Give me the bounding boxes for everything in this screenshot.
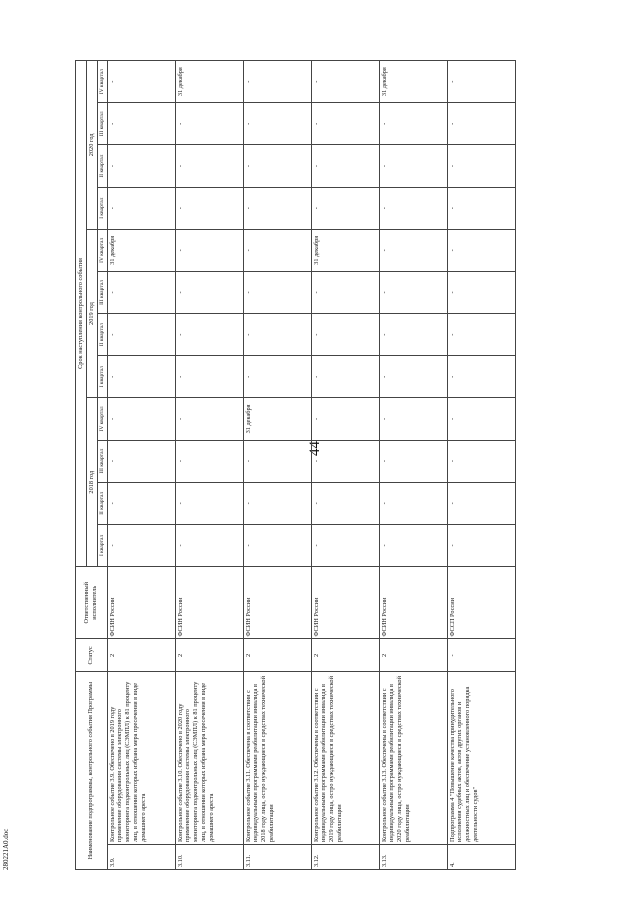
quarter-cell: -: [447, 314, 515, 356]
quarter-cell: -: [447, 482, 515, 524]
row-name: Контрольное событие 3.10. Обеспечено в 2020 году применение оборудования системы электронного мониторинга подконтрольных лиц (СЭМПЛ) к 81 проценту лиц, в отношении которых избрана мера пресечения в виде домашнего ареста: [175, 672, 243, 845]
quarter-cell: -: [107, 356, 175, 398]
control-events-table: [75, 60, 516, 870]
quarter-cell: 31 декабря: [243, 398, 311, 440]
header-year-2020: 2020 год: [86, 61, 97, 230]
quarter-cell: -: [311, 187, 379, 229]
quarter-cell: -: [379, 440, 447, 482]
quarter-cell: -: [107, 398, 175, 440]
row-name: Подпрограмма 4 "Повышение качества принудительного исполнения судебных актов, актов других органов и должностных лиц и обеспечение установленного порядка деятельности судов": [447, 672, 515, 845]
document-footer: 280221A0.doc: [2, 828, 10, 870]
quarter-cell: -: [311, 103, 379, 145]
quarter-cell: -: [447, 103, 515, 145]
quarter-cell: -: [107, 103, 175, 145]
row-status: 2: [311, 639, 379, 672]
quarter-cell: -: [107, 482, 175, 524]
row-number: 4.: [447, 844, 515, 869]
header-status: Статус: [76, 639, 108, 672]
quarter-cell: -: [311, 271, 379, 313]
quarter-cell: -: [175, 271, 243, 313]
quarter-cell: -: [243, 314, 311, 356]
quarter-cell: -: [243, 187, 311, 229]
quarter-cell: -: [243, 103, 311, 145]
row-responsible: ФСИН России: [379, 566, 447, 638]
header-name: Наименование подпрограммы, контрольного события Программы: [76, 672, 108, 870]
header-deadline: Срок наступления контрольного события: [76, 61, 87, 567]
quarter-cell: -: [311, 398, 379, 440]
header-quarter: IV квартал: [97, 229, 107, 271]
quarter-cell: -: [107, 271, 175, 313]
quarter-cell: -: [311, 61, 379, 103]
quarter-cell: -: [447, 271, 515, 313]
table-row: [379, 61, 447, 870]
row-number: 3.9.: [107, 844, 175, 869]
table-row: [447, 61, 515, 870]
quarter-cell: -: [447, 145, 515, 187]
row-status: 2: [107, 639, 175, 672]
header-quarter: I квартал: [97, 187, 107, 229]
row-status: 2: [379, 639, 447, 672]
row-responsible: ФСИН России: [107, 566, 175, 638]
page-number: 44: [307, 441, 323, 456]
header-quarter: II квартал: [97, 145, 107, 187]
quarter-cell: -: [243, 356, 311, 398]
table-row: [311, 61, 379, 870]
row-responsible: ФСИН России: [311, 566, 379, 638]
row-number: 3.10.: [175, 844, 243, 869]
quarter-cell: -: [311, 482, 379, 524]
quarter-cell: 31 декабря: [379, 61, 447, 103]
header-quarter: IV квартал: [97, 61, 107, 103]
quarter-cell: -: [175, 229, 243, 271]
quarter-cell: -: [175, 524, 243, 566]
quarter-cell: -: [311, 314, 379, 356]
quarter-cell: -: [107, 61, 175, 103]
table-row: [175, 61, 243, 870]
quarter-cell: -: [243, 145, 311, 187]
quarter-cell: -: [243, 482, 311, 524]
quarter-cell: -: [379, 271, 447, 313]
quarter-cell: -: [379, 103, 447, 145]
quarter-cell: -: [447, 356, 515, 398]
header-quarter: III квартал: [97, 271, 107, 313]
quarter-cell: -: [447, 524, 515, 566]
row-responsible: ФСИН России: [243, 566, 311, 638]
quarter-cell: -: [311, 356, 379, 398]
quarter-cell: -: [175, 440, 243, 482]
quarter-cell: -: [311, 145, 379, 187]
table-row: [107, 61, 175, 870]
row-number: 3.12.: [311, 844, 379, 869]
rotated-table-container: [75, 60, 595, 870]
header-quarter: I квартал: [97, 356, 107, 398]
quarter-cell: -: [379, 356, 447, 398]
quarter-cell: -: [107, 187, 175, 229]
row-name: Контрольное событие 3.11. Обеспечена в соответствии с индивидуальными программами реабилитации инвалида в 2018 году лица, остро нуждающиеся в средствах технической реабилитации: [243, 672, 311, 845]
quarter-cell: -: [107, 314, 175, 356]
row-number: 3.11.: [243, 844, 311, 869]
header-year-2019: 2019 год: [86, 229, 97, 398]
quarter-cell: -: [379, 482, 447, 524]
table-row: [243, 61, 311, 870]
quarter-cell: -: [175, 356, 243, 398]
row-status: 2: [175, 639, 243, 672]
quarter-cell: -: [447, 398, 515, 440]
quarter-cell: -: [379, 398, 447, 440]
quarter-cell: -: [107, 145, 175, 187]
quarter-cell: -: [175, 398, 243, 440]
quarter-cell: 31 декабря: [311, 229, 379, 271]
quarter-cell: -: [447, 187, 515, 229]
header-quarter: III квартал: [97, 440, 107, 482]
quarter-cell: -: [243, 229, 311, 271]
quarter-cell: -: [243, 524, 311, 566]
row-status: -: [447, 639, 515, 672]
quarter-cell: -: [447, 440, 515, 482]
quarter-cell: -: [243, 440, 311, 482]
row-number: 3.13.: [379, 844, 447, 869]
quarter-cell: 31 декабря: [175, 61, 243, 103]
row-name: Контрольное событие 3.13. Обеспечены в соответствии с индивидуальными программами реабилитации инвалида в 2020 году лица, остро нуждающиеся в средствах технической реабилитации: [379, 672, 447, 845]
quarter-cell: -: [311, 440, 379, 482]
quarter-cell: -: [243, 61, 311, 103]
row-status: 2: [243, 639, 311, 672]
quarter-cell: -: [379, 229, 447, 271]
header-year-2018: 2018 год: [86, 398, 97, 567]
row-responsible: ФССП России: [447, 566, 515, 638]
quarter-cell: -: [175, 103, 243, 145]
quarter-cell: -: [379, 314, 447, 356]
quarter-cell: -: [447, 61, 515, 103]
quarter-cell: -: [175, 187, 243, 229]
quarter-cell: -: [175, 482, 243, 524]
quarter-cell: -: [311, 524, 379, 566]
quarter-cell: -: [379, 145, 447, 187]
quarter-cell: -: [175, 145, 243, 187]
header-quarter: IV квартал: [97, 398, 107, 440]
quarter-cell: -: [243, 271, 311, 313]
header-quarter: II квартал: [97, 482, 107, 524]
quarter-cell: -: [175, 314, 243, 356]
quarter-cell: -: [447, 229, 515, 271]
row-name: Контрольное событие 3.12. Обеспечены в соответствии с индивидуальными программами реабилитации инвалида в 2019 году лица, остро нуждающиеся в средствах технической реабилитации: [311, 672, 379, 845]
quarter-cell: -: [379, 524, 447, 566]
quarter-cell: -: [107, 524, 175, 566]
header-quarter: I квартал: [97, 524, 107, 566]
quarter-cell: 31 декабря: [107, 229, 175, 271]
quarter-cell: -: [107, 440, 175, 482]
header-quarter: III квартал: [97, 103, 107, 145]
quarter-cell: -: [379, 187, 447, 229]
header-responsible: Ответственный исполнитель: [76, 566, 108, 638]
row-name: Контрольное событие 3.9. Обеспечено в 2019 году применение оборудования системы электронного мониторинга подконтрольных лиц (СЭМПЛ) к 81 проценту лиц, в отношении которых избрана мера пресечения в виде домашнего ареста: [107, 672, 175, 845]
header-quarter: II квартал: [97, 314, 107, 356]
row-responsible: ФСИН России: [175, 566, 243, 638]
